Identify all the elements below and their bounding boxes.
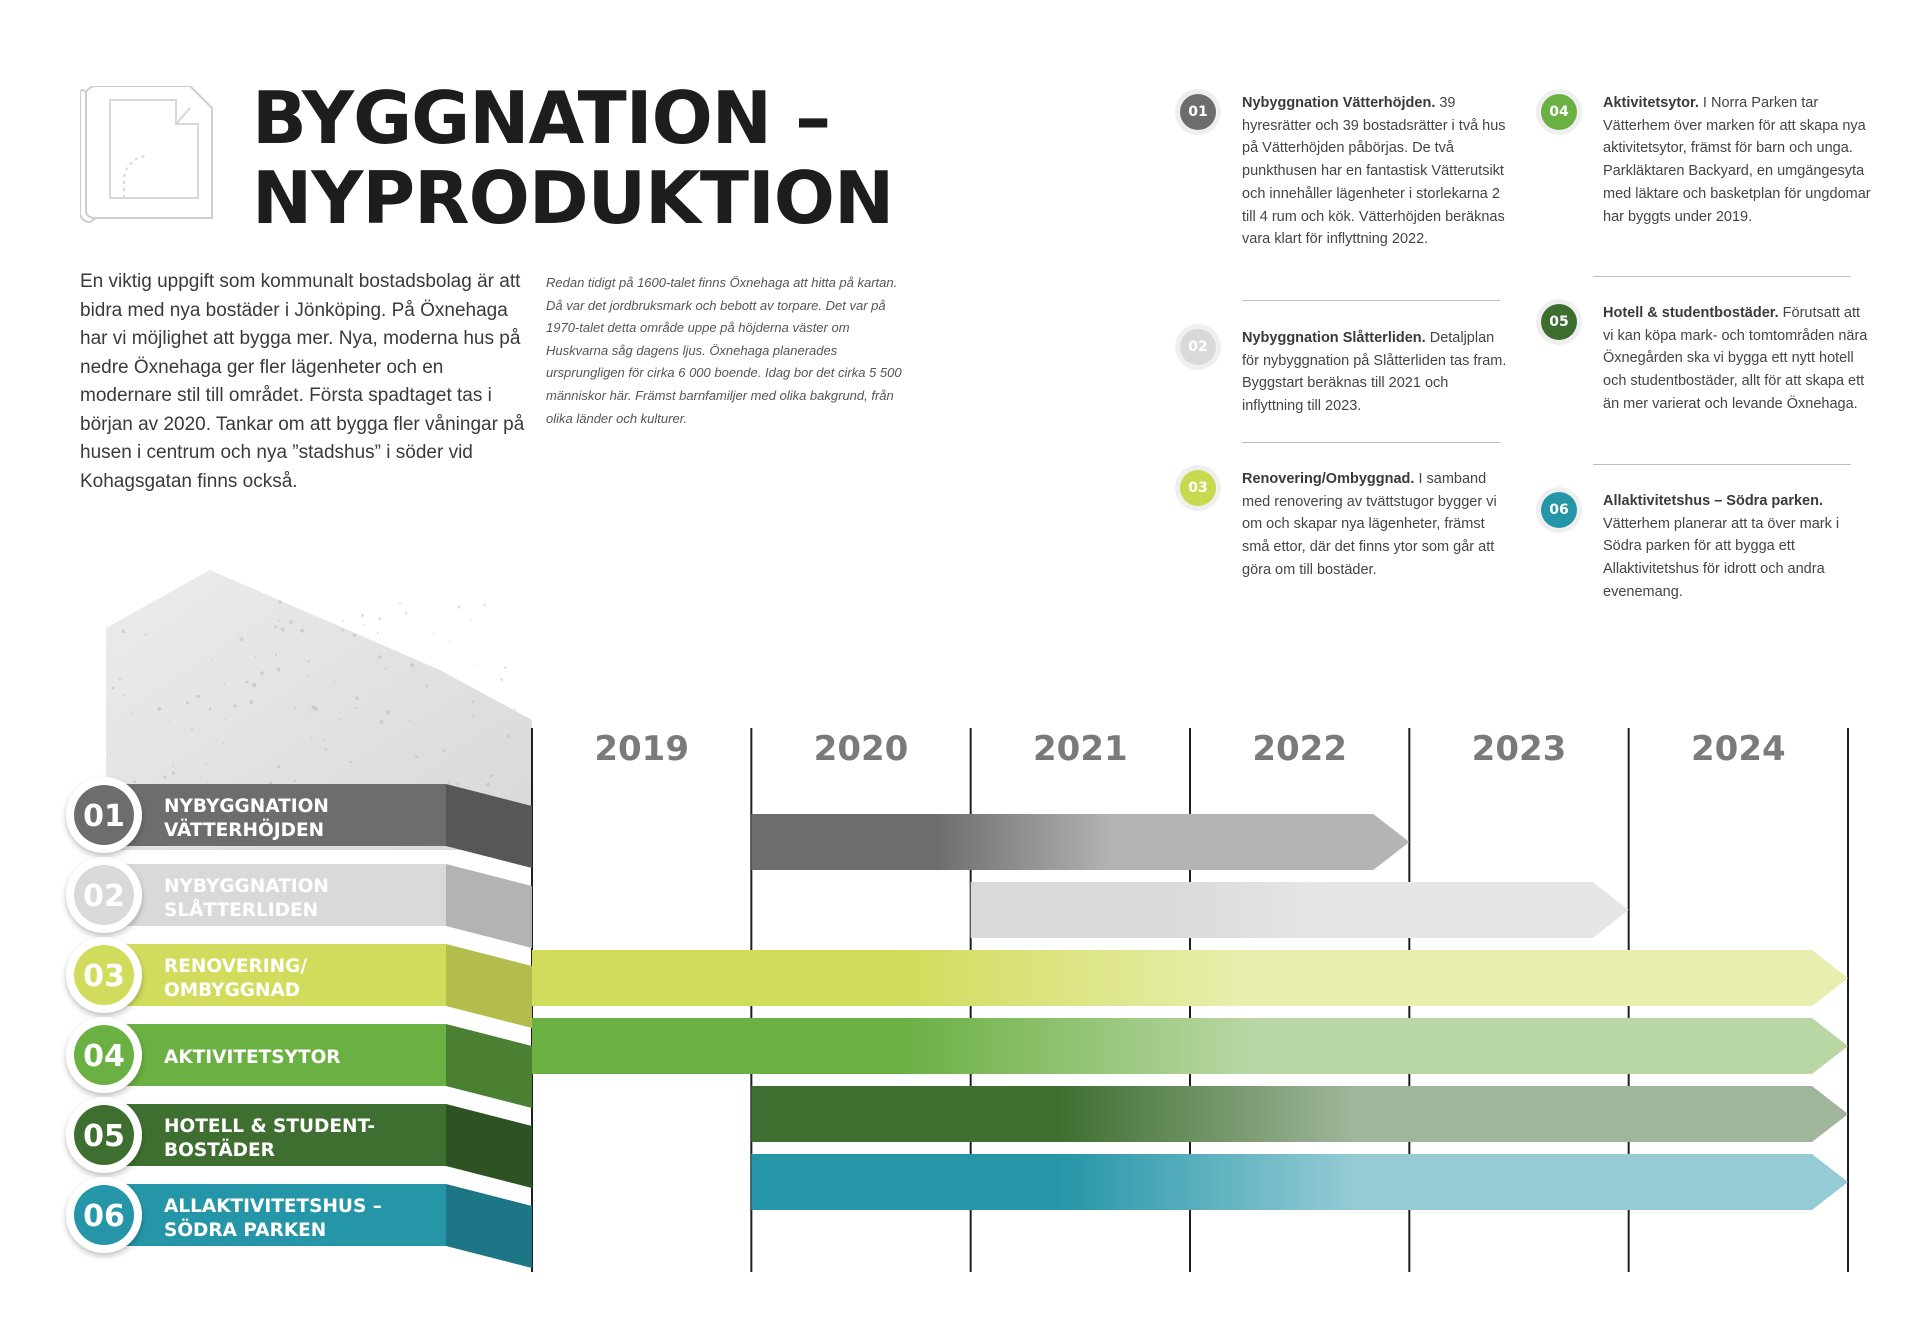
project-band-side — [446, 1104, 532, 1188]
page-title — [252, 78, 893, 238]
project-number: 03 — [83, 959, 125, 994]
note-heading: Renovering/Ombyggnad. — [1242, 471, 1415, 487]
note-divider — [1593, 464, 1851, 465]
note-number-badge: 05 — [1541, 304, 1577, 340]
project-band-side — [446, 864, 532, 948]
project-number: 04 — [83, 1039, 125, 1074]
note-heading: Aktivitetsytor. — [1603, 95, 1699, 111]
title-line-2: NYPRODUKTION — [252, 156, 894, 240]
year-label: 2024 — [1691, 729, 1786, 769]
project-number: 06 — [83, 1199, 125, 1234]
project-label-line1: HOTELL & STUDENT- — [164, 1116, 376, 1137]
title-line-1: BYGGNATION – — [252, 76, 831, 160]
project-label-line1: AKTIVITETSYTOR — [164, 1047, 341, 1068]
project-label-line2: SÖDRA PARKEN — [164, 1220, 327, 1241]
note-number-badge: 01 — [1180, 94, 1216, 130]
note-number-badge: 04 — [1541, 94, 1577, 130]
note-body: 39 hyresrätter och 39 bostadsrätter i två hus på Vätterhöjden påbörjas. De två punkthusen har en fantastisk Vätterutsikt och innehåller lägenheter i storlekarna 2 till 4 rum och kök. Vätterhöjden beräknas vara klart för inflyttning 2022. — [1242, 95, 1506, 248]
project-timeline-arrow — [971, 882, 1629, 938]
project-number: 02 — [83, 879, 125, 914]
project-number: 01 — [83, 799, 125, 834]
note-number-badge: 03 — [1180, 470, 1216, 506]
note-divider — [1242, 442, 1500, 443]
project-band-side — [446, 1184, 532, 1268]
note-divider — [1242, 300, 1500, 301]
project-label-line2: BOSTÄDER — [164, 1140, 275, 1161]
project-timeline-arrow — [532, 1018, 1848, 1074]
project-band-side — [446, 944, 532, 1028]
year-label: 2023 — [1471, 729, 1567, 769]
year-label: 2021 — [1033, 729, 1128, 769]
project-timeline-arrow — [751, 1086, 1848, 1142]
intro-text: En viktig uppgift som kommunalt bostadsbolag är att bidra med nya bostäder i Jönköping. På Öxnehaga har vi möjlighet att bygga mer. Nya, moderna hus på nedre Öxnehaga ger fler lägenheter och en modernare stil till området. Första spadtaget tas i början av 2020. Tankar om att bygga fler våningar på husen i centrum och nya ”stadshus” i söder vid Kohagsgatan finns också. — [80, 271, 525, 492]
note-body: Vätterhem planerar att ta över mark i Södra parken för att bygga ett Allaktivitetshus för idrott och andra evenemang. — [1603, 515, 1840, 600]
note-heading: Nybyggnation Vätterhöjden. — [1242, 95, 1436, 111]
note-heading: Nybyggnation Slåtterliden. — [1242, 330, 1426, 346]
note-heading: Hotell & studentbostäder. — [1603, 305, 1779, 321]
note-body: I samband med renovering av tvättstugor bygger vi om och skapar nya lägenheter, främst små ettor, där det finns ytor som går att göra om till bostäder. — [1242, 471, 1497, 578]
year-label: 2022 — [1252, 729, 1347, 769]
project-label-line1: NYBYGGNATION — [164, 796, 329, 817]
note-divider — [1593, 276, 1851, 277]
project-label-line1: NYBYGGNATION — [164, 876, 329, 897]
note-body: Detaljplan för nybyggnation på Slåtterliden tas fram. Byggstart beräknas till 2021 och inflyttning till 2023. — [1242, 330, 1507, 415]
project-label-line2: OMBYGGNAD — [164, 980, 301, 1001]
history-text: Redan tidigt på 1600-talet finns Öxnehaga att hitta på kartan. Då var det jordbruksmark och bebott av torpare. Det var på 1970-talet detta område uppe på höjderna väster om Huskvarna såg dagens ljus. Öxnehaga planerades ursprungligen för cirka 6 000 boende. Idag bor det cirka 5 500 människor här. Främst barnfamiljer med olika bakgrund, från olika länder och kulturer. — [546, 275, 902, 426]
note-body: Förutsatt att vi kan köpa mark- och tomtområden nära Öxnegården ska vi bygga ett nytt hotell och studentbostäder, allt för att skapa ett än mer varierat och levande Öxnehaga. — [1603, 305, 1868, 412]
timeline-chart — [0, 560, 1920, 1280]
project-label-line2: VÄTTERHÖJDEN — [164, 820, 325, 841]
project-timeline-arrow — [751, 814, 1409, 870]
project-band-side — [446, 1024, 532, 1108]
note-number-badge: 02 — [1180, 329, 1216, 365]
project-label-line1: RENOVERING/ — [164, 956, 308, 977]
project-label-line1: ALLAKTIVITETSHUS – — [164, 1196, 382, 1217]
project-timeline-arrow — [532, 950, 1848, 1006]
project-label-line2: SLÅTTERLIDEN — [164, 900, 319, 921]
note-heading: Allaktivitetshus – Södra parken. — [1603, 493, 1823, 509]
project-timeline-arrow — [751, 1154, 1848, 1210]
year-label: 2020 — [813, 729, 909, 769]
note-body: I Norra Parken tar Vätterhem över marken för att skapa nya aktivitetsytor, främst för barn och unga. Parkläktaren Backyard, en umgängesyta med läktare och basketplan för ungdomar har byggts under 2019. — [1603, 95, 1871, 225]
year-label: 2019 — [594, 729, 689, 769]
note-number-badge: 06 — [1541, 492, 1577, 528]
project-number: 05 — [83, 1119, 125, 1154]
blueprint-icon — [80, 86, 216, 224]
